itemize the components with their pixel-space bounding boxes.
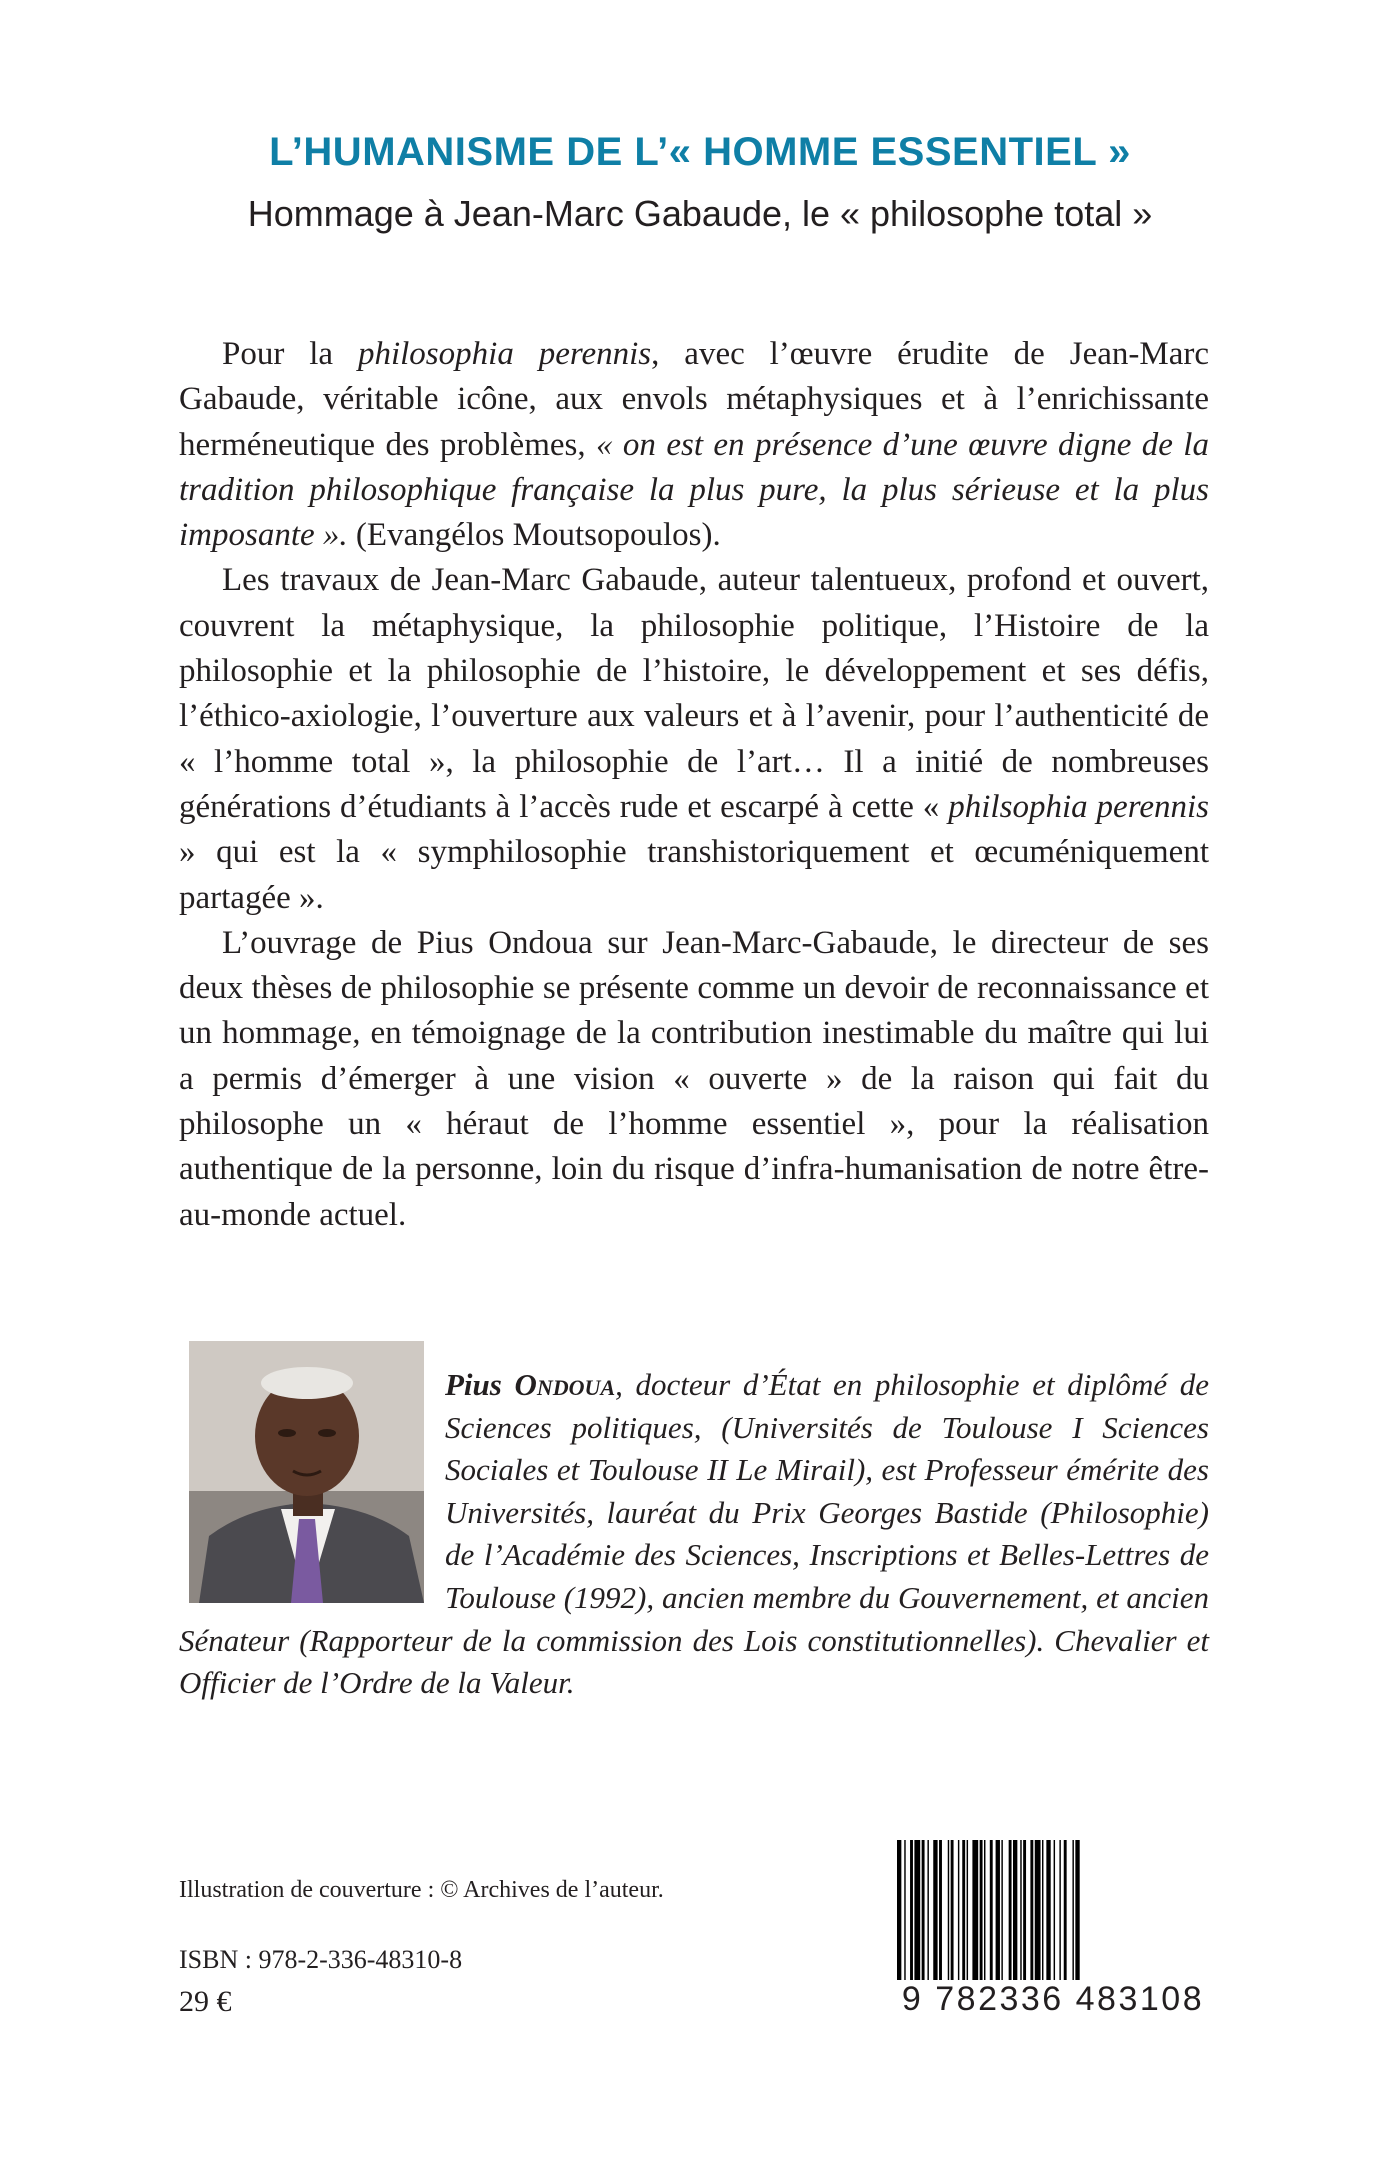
blurb-paragraph-2 <box>179 558 1209 920</box>
blurb-paragraph-3: L’ouvrage de Pius Ondoua sur Jean-Marc-Gabaude, le directeur de ses deux thèses de philosophie se présente comme un devoir de reconnaissance et un hommage, en témoignage de la contribution inestimable du maître qui lui a permis d’émerger à une vision « ouverte » de la raison qui fait du philosophe un « héraut de l’homme essentiel », pour la réalisation authentique de la personne, loin du risque d’infra-humanisation de notre être-au-monde actuel. <box>179 924 1209 1233</box>
cover-credit: Illustration de couverture : © Archives de l’auteur. <box>179 1877 664 1903</box>
book-subtitle: Hommage à Jean-Marc Gabaude, le « philosophe total » <box>247 193 1153 234</box>
author-bio-text: , docteur d’État en philosophie et diplômé de Sciences politiques, (Universités de Toulouse I Sciences Sociales et Toulouse II Le Mirail), est Professeur émérite des Universités, lauréat du Prix Georges Bastide (Philosophie) de l’Académie des Sciences, Inscriptions et Belles-Lettres de Toulouse (1992), ancien membre du Gouvernement, et ancien Sénateur (Rapporteur de la commission des Lois constitutionnelles). Chevalier et Officier de l’Ordre de la Valeur. <box>179 1367 1209 1701</box>
quotation: « on est en présence d’une œuvre digne de la tradition philosophique française la plus pure, la plus sérieuse et la plus imposante ». <box>179 426 1209 554</box>
author-bio <box>179 1364 1209 1705</box>
text-run: Pour la <box>222 336 358 372</box>
barcode-bars-icon <box>887 1840 1219 1990</box>
italic-run: philsophia perennis <box>948 788 1209 825</box>
blurb <box>179 332 1209 1238</box>
text-run: » qui est la « symphilosophie transhistoriquement et œcuméniquement partagée ». <box>179 834 1209 916</box>
text-run: , avec l’œuvre érudite de Jean-Marc Gabaude, véritable icône, aux envols métaphysiques et à l’enrichissante herméneutique des problèmes, <box>179 336 1209 463</box>
author-last-name: Ondoua <box>514 1367 616 1402</box>
isbn: ISBN : 978-2-336-48310-8 <box>179 1945 463 1974</box>
photo-spacer <box>179 1364 445 1618</box>
author-first-name: Pius <box>445 1367 515 1402</box>
book-title: L’HUMANISME DE L’« HOMME ESSENTIEL » <box>269 130 1131 174</box>
barcode-digits: 9 782336 483108 <box>901 1980 1205 2018</box>
price: 29 € <box>179 1985 232 2018</box>
barcode <box>887 1840 1219 2025</box>
text-run: (Evangélos Moutsopoulos). <box>347 517 721 554</box>
blurb-paragraph-1 <box>179 332 1209 558</box>
italic-run: philosophia perennis <box>357 336 652 372</box>
text-run: Les travaux de Jean-Marc Gabaude, auteur talentueux, profond et ouvert, couvrent la métaphysique, la philosophie politique, l’Histoire de la philosophie et la philosophie de l’histoire, le développement et ses défis, l’éthico-axiologie, l’ouverture aux valeurs et à l’avenir, pour l’authenticité de « l’homme total », la philosophie de l’art… Il a initié de nombreuses générations d’étudiants à l’accès rude et escarpé à cette « <box>179 562 1209 825</box>
